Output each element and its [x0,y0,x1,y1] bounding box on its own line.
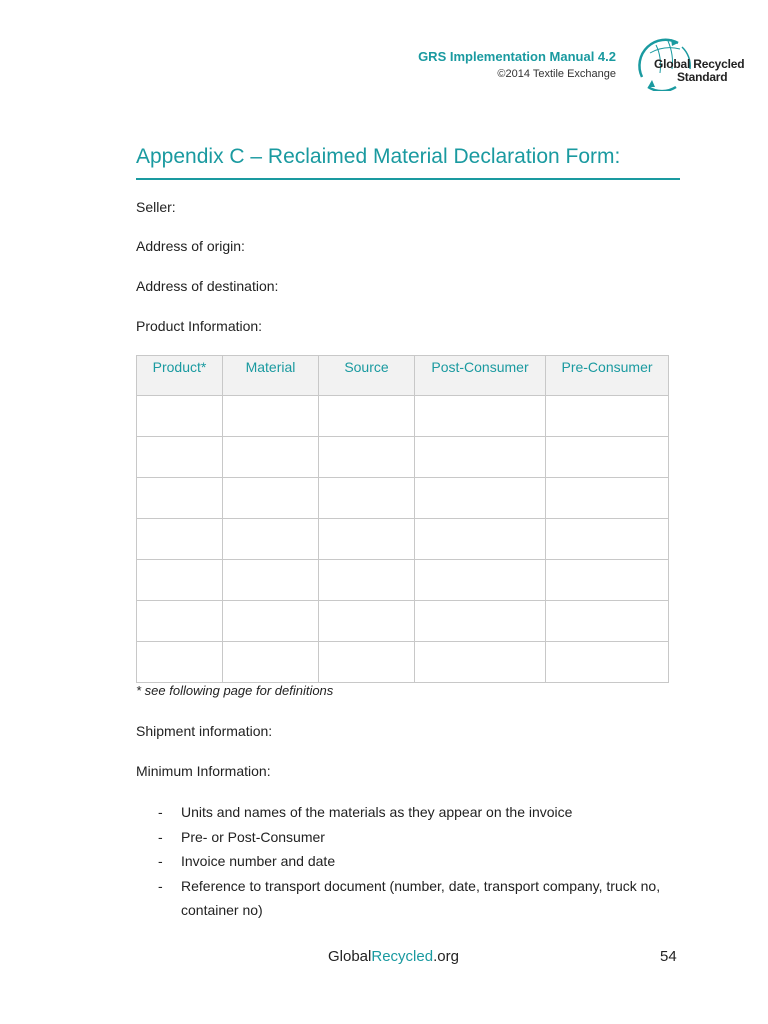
table-cell[interactable] [319,601,415,642]
table-cell[interactable] [137,560,223,601]
table-cell[interactable] [415,601,546,642]
grs-logo [632,33,752,91]
list-item [158,874,678,923]
table-cell[interactable] [415,519,546,560]
table-cell[interactable] [223,396,319,437]
table-row [137,396,669,437]
table-cell[interactable] [546,478,669,519]
page-number: 54 [660,948,677,965]
table-cell[interactable] [415,560,546,601]
list-dash: - [158,877,163,894]
col-header-source: Source [319,356,415,396]
list-item [158,800,678,825]
product-info-label: Product Information: [136,318,263,334]
table-body [137,396,669,683]
table-row [137,601,669,642]
form-title: Appendix C – Reclaimed Material Declaration Form: [136,145,621,168]
list-dash: - [158,804,163,820]
table-row [137,519,669,560]
table-cell[interactable] [546,560,669,601]
col-header-material: Material [223,356,319,396]
list-item [158,849,678,874]
table-cell[interactable] [223,519,319,560]
table-cell[interactable] [546,519,669,560]
logo-text-line2: Standard [677,70,728,84]
table-cell[interactable] [319,478,415,519]
title-divider [136,178,680,180]
table-cell[interactable] [137,601,223,642]
destination-address-label: Address of destination: [136,278,279,294]
table-row [137,478,669,519]
col-header-pre-consumer: Pre-Consumer [546,356,669,396]
table-cell[interactable] [319,560,415,601]
table-cell[interactable] [546,437,669,478]
table-cell[interactable] [137,519,223,560]
table-header-row [137,356,669,396]
page-header [418,48,616,82]
table-cell[interactable] [415,396,546,437]
table-cell[interactable] [223,437,319,478]
table-row [137,437,669,478]
table-cell[interactable] [415,478,546,519]
table-row [137,560,669,601]
table-cell[interactable] [137,478,223,519]
product-table [136,355,669,683]
manual-title: GRS Implementation Manual 4.2 [418,49,616,64]
definitions-note: * see following page for definitions [136,683,334,698]
list-item [158,825,678,850]
table-cell[interactable] [223,560,319,601]
list-item-text: Reference to transport document (number, date, transport company, truck no, container no) [181,877,661,918]
table-cell[interactable] [546,396,669,437]
table-cell[interactable] [137,396,223,437]
table-cell[interactable] [319,642,415,683]
table-cell[interactable] [546,642,669,683]
table-cell[interactable] [415,437,546,478]
table-row [137,642,669,683]
seller-label: Seller: [136,199,176,215]
copyright-text: ©2014 Textile Exchange [497,68,616,80]
col-header-post-consumer: Post-Consumer [415,356,546,396]
table-cell[interactable] [319,396,415,437]
table-cell[interactable] [137,437,223,478]
minimum-info-list [158,800,678,923]
list-item-text: Units and names of the materials as they appear on the invoice [181,804,573,820]
footer-site-accent: Recycled [371,948,434,965]
minimum-info-label: Minimum Information: [136,763,271,779]
table-cell[interactable] [415,642,546,683]
table-cell[interactable] [137,642,223,683]
table-cell[interactable] [319,437,415,478]
list-item-text: Invoice number and date [181,853,336,869]
footer-site-suffix: .org [433,948,459,965]
list-item-text: Pre- or Post-Consumer [181,828,325,845]
logo-text-line1: Global Recycled [654,57,745,71]
table-cell[interactable] [223,478,319,519]
footer-site-prefix: Global [328,948,372,965]
table-cell[interactable] [546,601,669,642]
table-cell[interactable] [223,601,319,642]
col-header-product: Product* [137,356,223,396]
list-dash: - [158,828,163,845]
table-cell[interactable] [223,642,319,683]
list-dash: - [158,853,163,869]
origin-address-label: Address of origin: [136,238,245,254]
shipment-info-label: Shipment information: [136,723,273,739]
table-cell[interactable] [319,519,415,560]
footer-website[interactable] [328,948,459,965]
